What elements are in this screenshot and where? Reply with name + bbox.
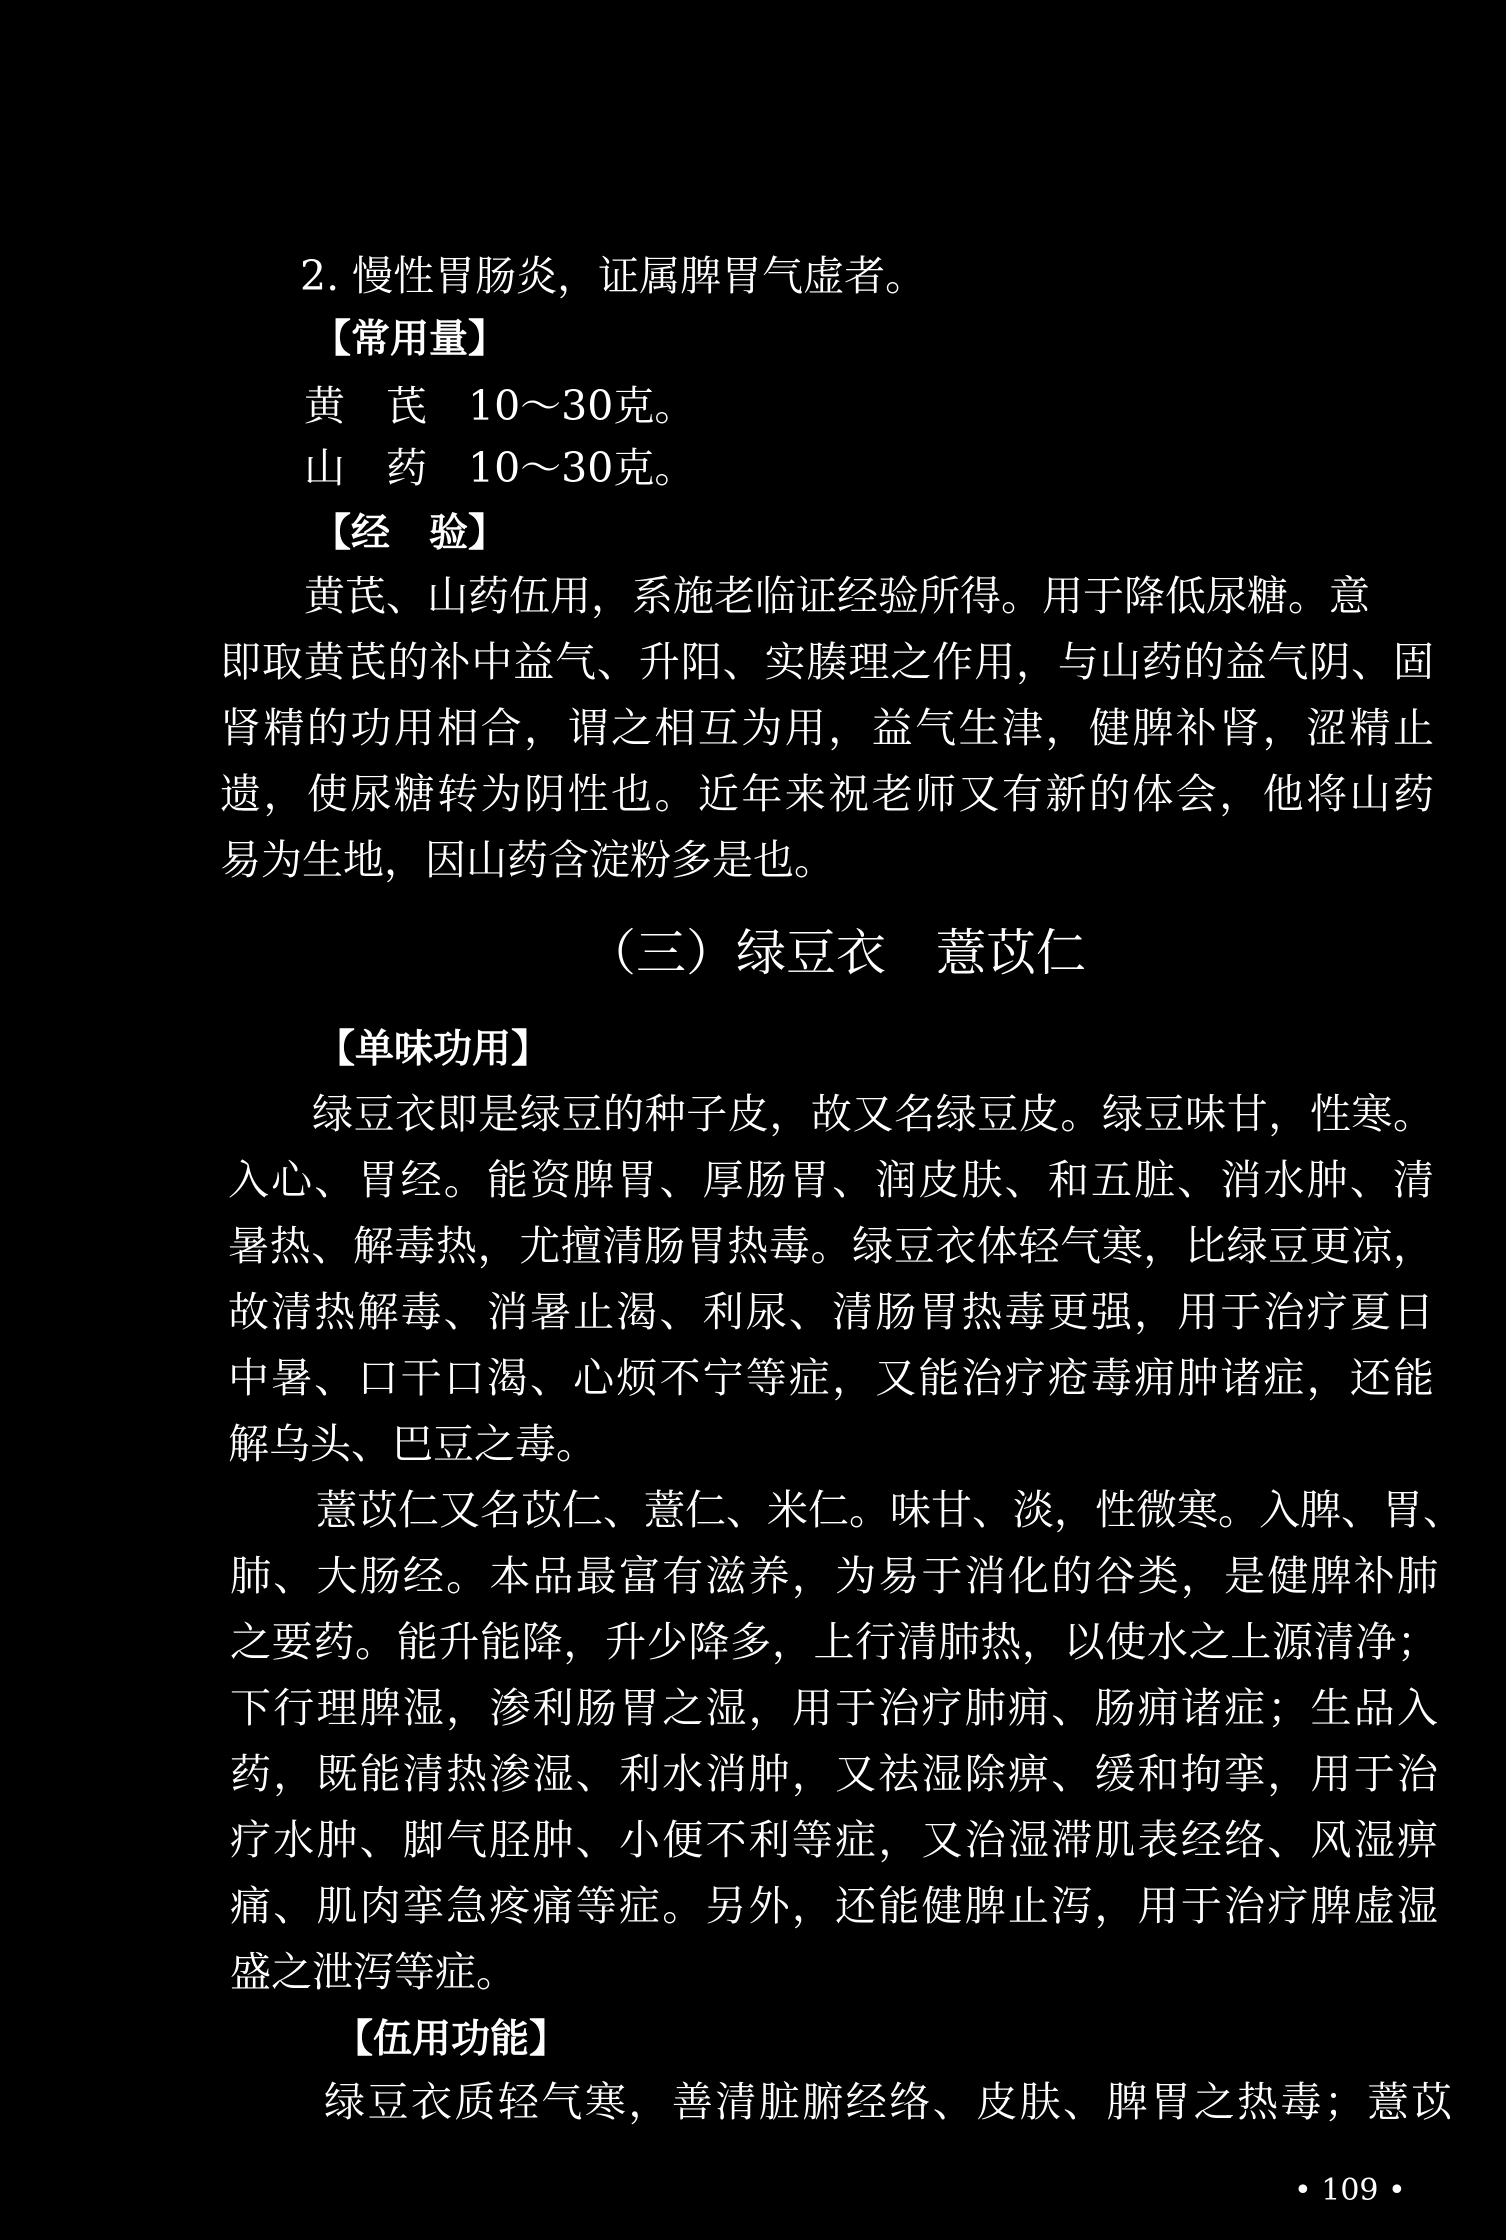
dosage-shanyao: 山 药 10～30克。	[304, 444, 696, 492]
p2-line-7: 痛、肌肉挛急疼痛等症。另外，还能健脾止泻，用于治疗脾虚湿	[230, 1882, 1438, 1930]
p1-line-3: 暑热、解毒热，尤擅清肠胃热毒。绿豆衣体轻气寒，比绿豆更凉，	[228, 1222, 1434, 1270]
p1-line-1: 绿豆衣即是绿豆的种子皮，故又名绿豆皮。绿豆味甘，性寒。	[312, 1090, 1434, 1138]
p2-line-3: 之要药。能升能降，升少降多，上行清肺热，以使水之上源清净；	[230, 1618, 1438, 1666]
list-item-2: 2. 慢性胃肠炎，证属脾胃气虚者。	[300, 252, 927, 300]
p2-line-1: 薏苡仁又名苡仁、薏仁、米仁。味甘、淡，性微寒。入脾、胃、	[316, 1486, 1464, 1534]
p2-line-6: 疗水肿、脚气胫肿、小便不利等症，又治湿滞肌表经络、风湿痹	[230, 1816, 1438, 1864]
dosage-huangqi: 黄 芪 10～30克。	[304, 382, 696, 430]
experience-line-1: 黄芪、山药伍用，系施老临证经验所得。用于降低尿糖。意	[304, 572, 1370, 620]
p1-line-4: 故清热解毒、消暑止渴、利尿、清肠胃热毒更强，用于治疗夏日	[228, 1288, 1434, 1336]
p2-line-4: 下行理脾湿，渗利肠胃之湿，用于治疗肺痈、肠痈诸症；生品入	[230, 1684, 1438, 1732]
p1-line-6: 解乌头、巴豆之毒。	[228, 1420, 597, 1468]
experience-line-2: 即取黄芪的补中益气、升阳、实腠理之作用，与山药的益气阴、固	[220, 638, 1434, 686]
p2-line-2: 肺、大肠经。本品最富有滋养，为易于消化的谷类，是健脾补肺	[230, 1552, 1438, 1600]
experience-line-5: 易为生地，因山药含淀粉多是也。	[220, 836, 835, 884]
experience-line-4: 遗，使尿糖转为阴性也。近年来祝老师又有新的体会，他将山药	[220, 770, 1434, 818]
combo-line-1: 绿豆衣质轻气寒，善清脏腑经络、皮肤、脾胃之热毒；薏苡	[324, 2078, 1452, 2126]
p1-line-5: 中暑、口干口渴、心烦不宁等症，又能治疗疮毒痈肿诸症，还能	[228, 1354, 1434, 1402]
experience-line-3: 肾精的功用相合，谓之相互为用，益气生津，健脾补肾，涩精止	[220, 704, 1434, 752]
heading-single-function: 【单味功用】	[316, 1027, 551, 1072]
heading-dosage: 【常用量】	[312, 317, 508, 362]
p2-line-8: 盛之泄泻等症。	[230, 1948, 517, 1996]
p2-line-5: 药，既能清热渗湿、利水消肿，又祛湿除痹、缓和拘挛，用于治	[230, 1750, 1438, 1798]
page-number: • 109 •	[1294, 2173, 1406, 2208]
heading-experience: 【经 验】	[312, 511, 508, 556]
heading-combo-function: 【伍用功能】	[334, 2017, 569, 2062]
section-title: （三）绿豆衣 薏苡仁	[586, 924, 1086, 982]
p1-line-2: 入心、胃经。能资脾胃、厚肠胃、润皮肤、和五脏、消水肿、清	[228, 1156, 1434, 1204]
